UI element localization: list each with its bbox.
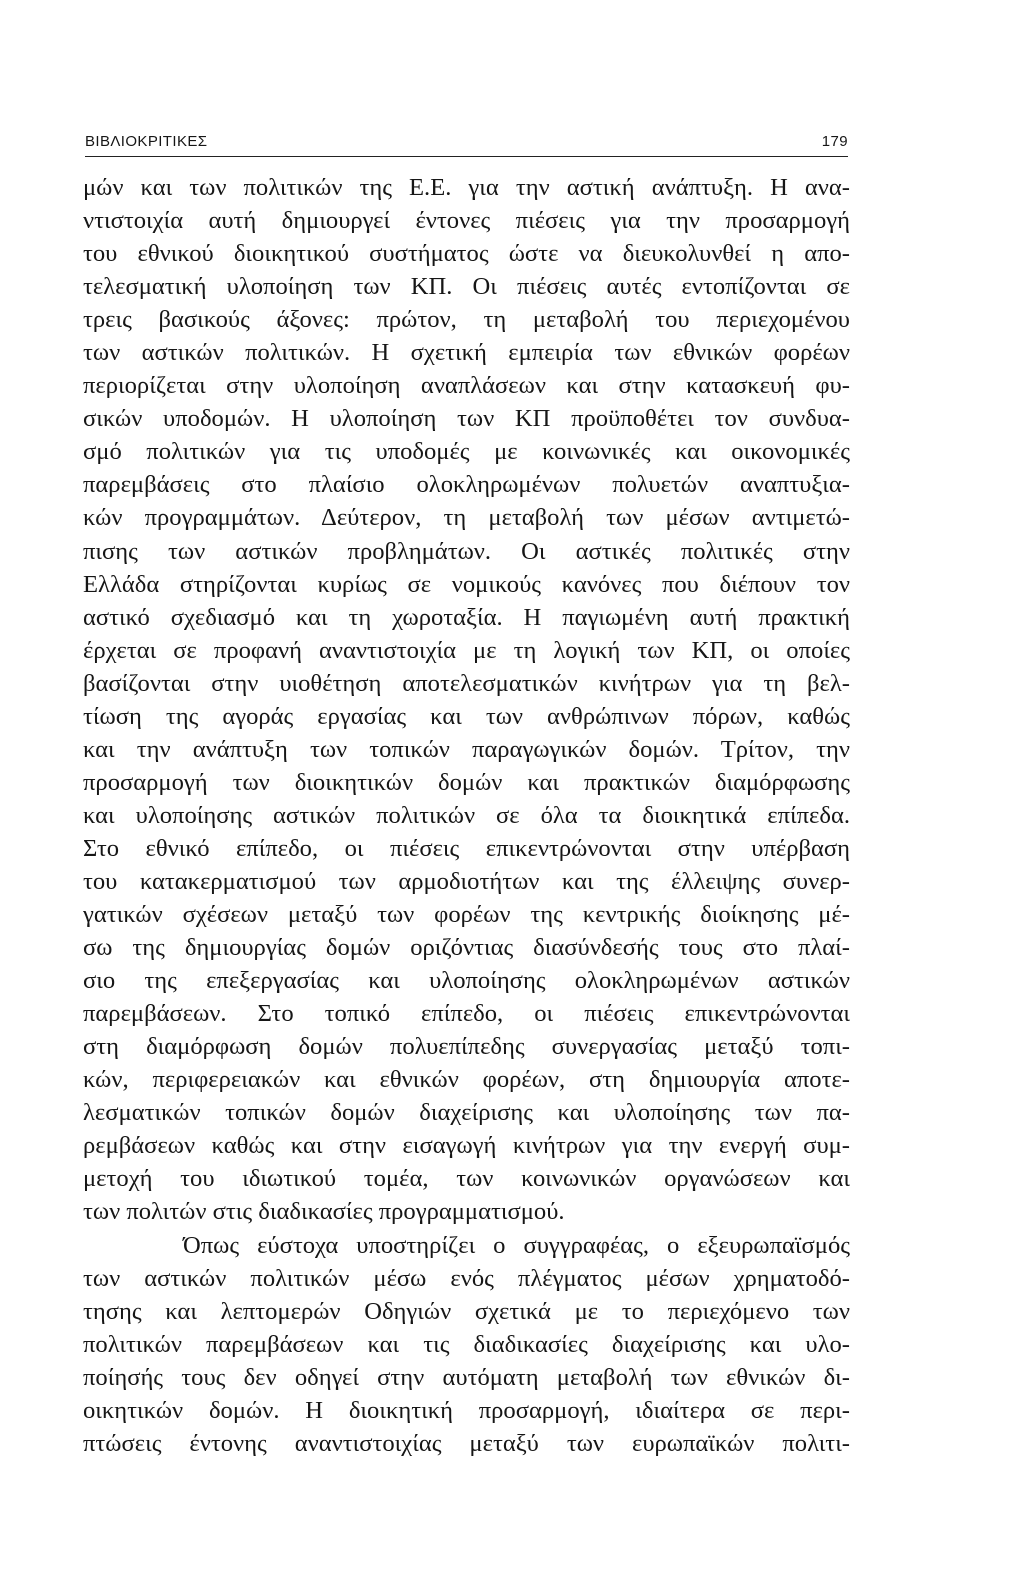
paragraph-last-line: των πολιτών στις διαδικασίες προγραμματισμού.	[83, 1198, 565, 1226]
text-line: σικών υποδομών. Η υλοποίηση των ΚΠ προϋποθέτει τον συνδυα-	[83, 405, 850, 433]
text-line: του κατακερματισμού των αρμοδιοτήτων και της έλλειψης συνερ-	[83, 867, 850, 895]
text-line: και υλοποίησης αστικών πολιτικών σε όλα τα διοικητικά επίπεδα.	[83, 801, 850, 829]
text-line: του εθνικού διοικητικού συστήματος ώστε να διευκολυνθεί η απο-	[83, 240, 850, 268]
text-line: σμό πολιτικών για τις υποδομές με κοινωνικές και οικονομικές	[83, 438, 850, 466]
text-line: βασίζονται στην υιοθέτηση αποτελεσματικών κινήτρων για τη βελ-	[83, 669, 850, 697]
text-line: τρεις βασικούς άξονες: πρώτον, τη μεταβολή του περιεχομένου	[83, 306, 850, 334]
text-line: παρεμβάσεις στο πλαίσιο ολοκληρωμένων πολυετών αναπτυξια-	[83, 471, 850, 499]
text-line: πισης των αστικών προβλημάτων. Οι αστικές πολιτικές στην	[83, 537, 850, 565]
text-line: τελεσματική υλοποίηση των ΚΠ. Οι πιέσεις αυτές εντοπίζονται σε	[83, 273, 850, 301]
text-line: Ελλάδα στηρίζονται κυρίως σε νομικούς κανόνες που διέπουν τον	[83, 570, 850, 598]
text-line: τίωση της αγοράς εργασίας και των ανθρώπινων πόρων, καθώς	[83, 702, 850, 730]
text-line: των αστικών πολιτικών. Η σχετική εμπειρία των εθνικών φορέων	[83, 339, 850, 367]
text-line: ντιστοιχία αυτή δημιουργεί έντονες πιέσεις για την προσαρμογή	[83, 207, 850, 235]
text-line: στη διαμόρφωση δομών πολυεπίπεδης συνεργασίας μεταξύ τοπι-	[83, 1033, 850, 1061]
section-title: ΒΙΒΛΙΟΚΡΙΤΙΚΕΣ	[85, 133, 208, 150]
text-line: πτώσεις έντονης αναντιστοιχίας μεταξύ των ευρωπαϊκών πολιτι-	[83, 1429, 850, 1457]
text-line: Στο εθνικό επίπεδο, οι πιέσεις επικεντρώνονται στην υπέρβαση	[83, 834, 850, 862]
text-line: προσαρμογή των διοικητικών δομών και πρακτικών διαμόρφωσης	[83, 768, 850, 796]
text-line: πολιτικών παρεμβάσεων και τις διαδικασίες διαχείρισης και υλο-	[83, 1330, 850, 1358]
text-line: ποίησής τους δεν οδηγεί στην αυτόματη μεταβολή των εθνικών δι-	[83, 1363, 850, 1391]
text-line: σω της δημιουργίας δομών οριζόντιας διασύνδεσής τους στο πλαί-	[83, 934, 850, 962]
text-line: έρχεται σε προφανή αναντιστοιχία με τη λογική των ΚΠ, οι οποίες	[83, 636, 850, 664]
paragraph-first-line: Όπως εύστοχα υποστηρίζει ο συγγραφέας, ο εξευρωπαϊσμός	[183, 1231, 850, 1259]
text-line: λεσματικών τοπικών δομών διαχείρισης και υλοποίησης των πα-	[83, 1099, 850, 1127]
text-line: οικητικών δομών. Η διοικητική προσαρμογή, ιδιαίτερα σε περι-	[83, 1396, 850, 1424]
text-line: αστικό σχεδιασμό και τη χωροταξία. Η παγιωμένη αυτή πρακτική	[83, 603, 850, 631]
text-line: κών, περιφερειακών και εθνικών φορέων, στη δημιουργία αποτε-	[83, 1066, 850, 1094]
text-line: των αστικών πολιτικών μέσω ενός πλέγματος μέσων χρηματοδό-	[83, 1264, 850, 1292]
text-line: περιορίζεται στην υλοποίηση αναπλάσεων και στην κατασκευή φυ-	[83, 372, 850, 400]
text-line: τησης και λεπτομερών Οδηγιών σχετικά με το περιεχόμενο των	[83, 1297, 850, 1325]
text-line: σιο της επεξεργασίας και υλοποίησης ολοκληρωμένων αστικών	[83, 967, 850, 995]
text-line: κών προγραμμάτων. Δεύτερον, τη μεταβολή των μέσων αντιμετώ-	[83, 504, 850, 532]
running-header	[83, 128, 850, 150]
page-number: 179	[821, 133, 848, 150]
header-rule	[85, 156, 848, 157]
body-text	[83, 171, 850, 1460]
text-line: γατικών σχέσεων μεταξύ των φορέων της κεντρικής διοίκησης μέ-	[83, 901, 850, 929]
text-line: μετοχή του ιδιωτικού τομέα, των κοινωνικών οργανώσεων και	[83, 1165, 850, 1193]
text-line: ρεμβάσεων καθώς και στην εισαγωγή κινήτρων για την ενεργή συμ-	[83, 1132, 850, 1160]
book-page	[83, 128, 850, 1460]
text-line: και την ανάπτυξη των τοπικών παραγωγικών δομών. Τρίτον, την	[83, 735, 850, 763]
text-line: παρεμβάσεων. Στο τοπικό επίπεδο, οι πιέσεις επικεντρώνονται	[83, 1000, 850, 1028]
text-line: μών και των πολιτικών της Ε.Ε. για την αστική ανάπτυξη. Η ανα-	[83, 174, 850, 201]
